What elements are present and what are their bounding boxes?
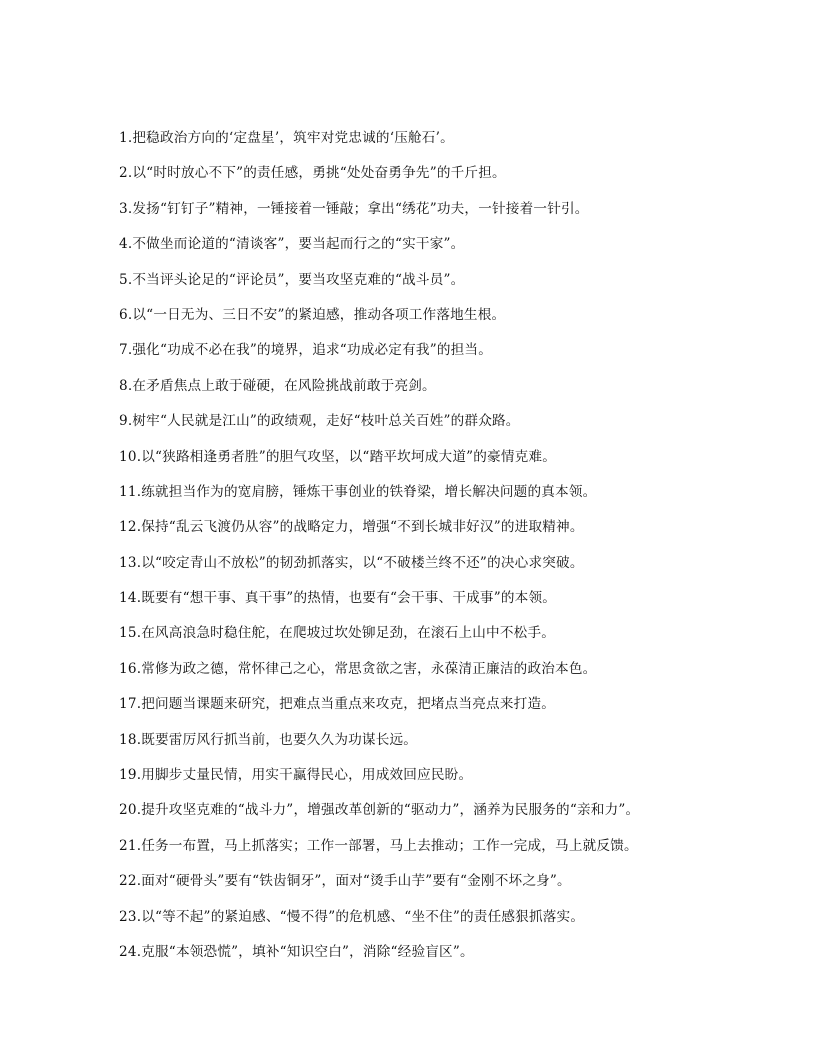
list-item: 4.不做坐而论道的“清谈客”，要当起而行之的“实干家”。 xyxy=(119,236,465,253)
list-item: 2.以“时时放心不下”的责任感，勇挑“处处奋勇争先”的千斤担。 xyxy=(119,165,506,182)
list-item: 19.用脚步丈量民情，用实干赢得民心，用成效回应民盼。 xyxy=(119,767,473,784)
list-item: 9.树牢“人民就是江山”的政绩观，走好“枝叶总关百姓”的群众路。 xyxy=(119,413,520,430)
list-item: 3.发扬“钉钉子”精神，一锤接着一锤敲；拿出“绣花”功夫，一针接着一针引。 xyxy=(119,200,589,217)
list-item: 14.既要有“想干事、真干事”的热情，也要有“会干事、干成事”的本领。 xyxy=(119,590,557,607)
list-item: 23.以“等不起”的紧迫感、“慢不得”的危机感、“坐不住”的责任感狠抓落实。 xyxy=(119,908,585,925)
list-item: 24.克服“本领恐慌”，填补“知识空白”，消除“经验盲区”。 xyxy=(119,943,474,960)
list-item: 18.既要雷厉风行抓当前，也要久久为功谋长远。 xyxy=(119,731,418,748)
list-item: 7.强化“功成不必在我”的境界，追求“功成必定有我”的担当。 xyxy=(119,342,493,359)
list-item: 1.把稳政治方向的‘定盘星’，筑牢对党忠诚的‘压舱石’。 xyxy=(119,130,454,146)
list-item: 20.提升攻坚克难的“战斗力”，增强改革创新的“驱动力”，涵养为民服务的“亲和力”。 xyxy=(119,802,640,819)
list-item: 16.常修为政之德，常怀律己之心，常思贪欲之害，永葆清正廉洁的政治本色。 xyxy=(119,660,597,677)
list-item: 17.把问题当课题来研究，把难点当重点来攻克，把堵点当亮点来打造。 xyxy=(119,696,556,713)
list-item: 5.不当评头论足的“评论员”，要当攻坚克难的“战斗员”。 xyxy=(119,271,465,288)
list-item: 12.保持“乱云飞渡仍从容”的战略定力，增强“不到长城非好汉”的进取精神。 xyxy=(119,519,584,536)
list-item: 8.在矛盾焦点上敢于碰硬，在风险挑战前敢于亮剑。 xyxy=(119,377,436,394)
list-item: 21.任务一布置，马上抓落实；工作一部署，马上去推动；工作一完成，马上就反馈。 xyxy=(119,837,638,854)
list-item: 22.面对“硬骨头”要有“铁齿铜牙”，面对“烫手山芋”要有“金刚不坏之身”。 xyxy=(119,873,571,890)
numbered-list xyxy=(119,127,799,976)
list-item: 10.以“狭路相逢勇者胜”的胆气攻坚，以“踏平坎坷成大道”的豪情克难。 xyxy=(119,448,557,465)
list-item: 15.在风高浪急时稳住舵，在爬坡过坎处铆足劲，在滚石上山中不松手。 xyxy=(119,625,556,642)
list-item: 11.练就担当作为的宽肩膀，锤炼干事创业的铁脊梁，增长解决问题的真本领。 xyxy=(119,483,597,500)
list-item: 6.以“一日无为、三日不安”的紧迫感，推动各项工作落地生根。 xyxy=(119,306,506,323)
list-item: 13.以“咬定青山不放松”的韧劲抓落实，以“不破楼兰终不还”的决心求突破。 xyxy=(119,554,584,571)
